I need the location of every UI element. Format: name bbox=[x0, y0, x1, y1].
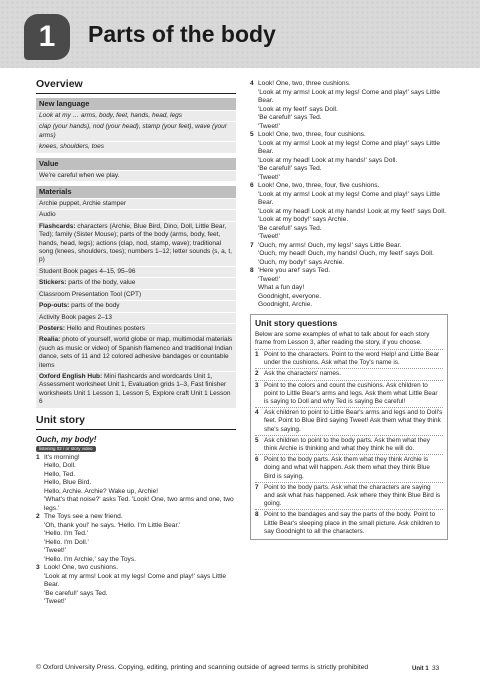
verse-line: 'Look at my arms! Look at my legs! Come and play!' says Little Bear. bbox=[258, 190, 441, 206]
verse-line: It's morning! bbox=[44, 453, 80, 461]
unit-number-badge: 1 bbox=[24, 14, 70, 60]
materials-row-label: Oxford English Hub: bbox=[39, 372, 103, 380]
materials-list bbox=[36, 198, 236, 408]
verse-line: 'Ouch, my head! Ouch, my hands! Ouch, my feet!' says Doll. bbox=[258, 250, 434, 257]
new-language-row: knees, shoulders, toes bbox=[36, 141, 236, 152]
verse-line: 'Tweet!' bbox=[44, 547, 66, 555]
question-number: 5 bbox=[255, 436, 259, 444]
new-language-box bbox=[36, 98, 236, 153]
materials-row-text: Classroom Presentation Tool (CPT) bbox=[39, 290, 142, 298]
materials-row bbox=[36, 221, 236, 266]
verse-line: 'Be careful!' says Ted. bbox=[258, 165, 322, 172]
footer-unit-label: Unit 1 bbox=[412, 666, 429, 672]
materials-box bbox=[36, 186, 236, 408]
story-verses-left bbox=[36, 454, 236, 607]
materials-row-text: photo of yourself, world globe or map, multimodal materials (such as music or video) of Spanish flamenco and traditional Indian dance, sets of 11 and 12 colored adhesive bandages or countable items bbox=[39, 336, 233, 369]
verse-number: 7 bbox=[250, 241, 254, 249]
materials-row-text: Archie puppet, Archie stamper bbox=[39, 200, 127, 208]
verse-number: 5 bbox=[250, 131, 254, 138]
question-number: 2 bbox=[255, 370, 259, 378]
materials-row-text: Hello and Routines posters bbox=[65, 324, 145, 332]
verse-line: 'Be careful!' says Ted. bbox=[258, 224, 322, 232]
new-language-row: Look at my … arms, body, feet, hands, head, legs bbox=[36, 110, 236, 121]
question-text: Point to the bandages and say the parts of the body. Point to Little Bear's sleeping place in the small picture. Ask children to say Goodnight to all the characters. bbox=[264, 511, 440, 535]
verse-line: Hello, Ted. bbox=[44, 470, 76, 478]
question-number: 7 bbox=[255, 483, 259, 491]
new-language-row: clap (your hands), nod (your head), stamp (your feet), wave (your arms) bbox=[36, 121, 236, 141]
materials-row-text: Mini flashcards and wordcards Unit 1, Assessment worksheet Unit 1, Evaluation grids 1–3, Fast finisher worksheets Unit 1 Lesson 1, Lesson 5, Explore craft Unit 1 Lesson 6 bbox=[39, 372, 231, 406]
verse-line: The Toys see a new friend. bbox=[44, 513, 123, 521]
verse-line: 'Look at my body!' says Archie. bbox=[258, 216, 349, 223]
materials-row bbox=[36, 300, 236, 311]
story-verse bbox=[36, 564, 236, 607]
verse-line: 'Tweet!' bbox=[258, 233, 280, 240]
page-header bbox=[0, 0, 480, 68]
questions-list bbox=[255, 349, 443, 536]
materials-row-text: parts of the body bbox=[69, 302, 120, 310]
story-title: Ouch, my body! bbox=[36, 434, 97, 444]
materials-row-text: characters (Archie, Blue Bird, Dino, Doll, Little Bear, Ted); family (Sister Mouse); parts of the body (arms, body, feet, hands, head, legs); actions (clap, nod, stamp, wave); traditional song (knees, shoulders, toes); numbers 1–12; letter sounds (s, a, t, p) bbox=[39, 222, 232, 264]
value-box bbox=[36, 158, 236, 181]
question-item bbox=[255, 349, 443, 367]
materials-row-label: Pop-outs: bbox=[39, 302, 70, 310]
verse-line: 'Be careful!' says Ted. bbox=[44, 589, 108, 597]
verse-line: 'Look at my arms! Look at my legs! Come and play!' says Little Bear. bbox=[44, 572, 227, 589]
materials-row-text: Activity Book pages 2–13 bbox=[39, 313, 112, 321]
materials-row-label: Stickers: bbox=[39, 279, 67, 287]
verse-line: Hello, Archie. Archie? Wake up, Archie! bbox=[44, 487, 159, 495]
question-text: Ask children to point to Little Bear's arms and legs and to Doll's feet. Point to Blue Bird saying Tweet! Ask them what they think she's saying. bbox=[264, 409, 443, 433]
verse-line: 'Ouch, my body!' says Archie. bbox=[258, 258, 345, 266]
materials-row bbox=[36, 289, 236, 300]
verse-line: 'Hello. I'm Ted.' bbox=[44, 530, 88, 538]
materials-row bbox=[36, 209, 236, 220]
question-number: 6 bbox=[255, 456, 259, 464]
story-verse bbox=[250, 267, 448, 310]
question-text: Ask the characters' names. bbox=[264, 370, 341, 378]
question-item bbox=[255, 454, 443, 481]
question-item bbox=[255, 380, 443, 407]
verse-number: 8 bbox=[250, 267, 254, 274]
question-number: 1 bbox=[255, 350, 259, 358]
verse-line: Look! One, two, three cushions. bbox=[258, 80, 351, 87]
verse-line: 'Look at my arms! Look at my legs! Come and play!' says Little Bear. bbox=[258, 88, 441, 104]
materials-row bbox=[36, 334, 236, 371]
materials-row bbox=[36, 323, 236, 334]
materials-row bbox=[36, 371, 236, 408]
story-verses-right bbox=[250, 80, 448, 310]
verse-line: Hello, Doll. bbox=[44, 462, 76, 470]
verse-line: 'Here you are!' says Ted. bbox=[258, 267, 331, 274]
question-item bbox=[255, 509, 443, 536]
question-item bbox=[255, 435, 443, 453]
materials-row bbox=[36, 312, 236, 323]
question-number: 4 bbox=[255, 409, 259, 417]
materials-row-text: Audio bbox=[39, 211, 56, 219]
verse-line: 'Hello. I'm Doll.' bbox=[44, 538, 89, 546]
materials-row-text: Student Book pages 4–15, 95–96 bbox=[39, 267, 136, 275]
story-verse bbox=[36, 454, 236, 514]
question-item bbox=[255, 407, 443, 434]
verse-number: 6 bbox=[250, 182, 254, 189]
verse-line: 'Look at my arms! Look at my legs! Come and play!' says Little Bear. bbox=[258, 139, 441, 155]
verse-number: 4 bbox=[250, 80, 254, 87]
questions-heading: Unit story questions bbox=[255, 317, 338, 328]
verse-number: 1 bbox=[36, 453, 40, 461]
question-text: Point to the characters. Point to the word Help! and Little Bear under the cushions. Ask what the Toy's name is. bbox=[264, 350, 440, 367]
verse-line: 'Look at my head! Look at my hands!' says Doll. bbox=[258, 156, 398, 164]
verse-line: 'Tweet!' bbox=[258, 275, 280, 283]
verse-line: 'Hello. I'm Archie,' say the Toys. bbox=[44, 555, 136, 563]
verse-line: Look! One, two cushions. bbox=[44, 564, 119, 572]
verse-line: 'Oh, thank you!' he says. 'Hello. I'm Little Bear.' bbox=[44, 521, 181, 529]
verse-line: Look! One, two, three, four cushions. bbox=[258, 131, 366, 138]
right-column bbox=[250, 80, 448, 540]
story-questions-box bbox=[250, 314, 448, 540]
page-title: Parts of the body bbox=[88, 21, 276, 47]
materials-row-label: Posters: bbox=[39, 324, 66, 332]
story-verse bbox=[250, 131, 448, 182]
story-verse bbox=[250, 80, 448, 131]
question-text: Point to the body parts. Ask them what they think Archie is doing and what will happen. Ask them what they think Blue Bird is saying. bbox=[264, 456, 430, 480]
story-verse bbox=[36, 513, 236, 564]
verse-line: Goodnight, everyone. bbox=[258, 292, 322, 300]
verse-line: 'Be careful!' says Ted. bbox=[258, 114, 322, 121]
materials-row-label: Flashcards: bbox=[39, 222, 76, 230]
page-number: 33 bbox=[432, 665, 440, 672]
materials-row bbox=[36, 198, 236, 209]
question-item bbox=[255, 368, 443, 378]
questions-intro: Below are some examples of what to talk about for each story frame from Lesson 3, after reading the story, if you choose. bbox=[255, 330, 430, 346]
question-number: 3 bbox=[255, 381, 259, 389]
verse-number: 3 bbox=[36, 564, 40, 572]
verse-line: 'Look at my feet!' says Doll. bbox=[258, 105, 338, 113]
verse-line: Goodnight, Archie. bbox=[258, 301, 313, 308]
new-language-head: New language bbox=[36, 98, 236, 110]
verse-line: What a fun day! bbox=[258, 284, 305, 291]
question-text: Point to the colors and count the cushions. Ask children to point to Little Bear's arms and legs. Ask them what Little Bear is saying to Doll and why Ted is saying Be careful! bbox=[264, 381, 438, 405]
unit-story-heading: Unit story bbox=[36, 414, 236, 430]
materials-row bbox=[36, 266, 236, 277]
materials-row bbox=[36, 277, 236, 288]
materials-row-label: Realia: bbox=[39, 336, 61, 344]
verse-line: 'Look at my head! Look at my hands! Look at my feet!' says Doll. bbox=[258, 207, 446, 215]
left-column bbox=[36, 78, 236, 607]
question-number: 8 bbox=[255, 511, 259, 519]
materials-head: Materials bbox=[36, 186, 236, 198]
value-row: We're careful when we play. bbox=[36, 170, 236, 181]
verse-line: 'Tweet!' bbox=[258, 173, 280, 181]
materials-row-text: parts of the body, value bbox=[66, 279, 136, 287]
overview-heading: Overview bbox=[36, 78, 236, 94]
question-text: Point to the body parts. Ask what the characters are saying and ask what has happened. Ask where they think Blue Bird is going. bbox=[264, 483, 441, 508]
question-text: Ask children to point to the body parts. Ask them what they think Archie is thinking and what they think he will do. bbox=[264, 436, 430, 452]
verse-line: Hello, Blue Bird. bbox=[44, 479, 92, 487]
verse-line: 'Tweet!' bbox=[44, 598, 66, 606]
verse-line: 'Tweet!' bbox=[258, 122, 280, 130]
verse-number: 2 bbox=[36, 513, 40, 521]
value-head: Value bbox=[36, 158, 236, 170]
story-verse bbox=[250, 182, 448, 242]
verse-line: Look! One, two, three, four, five cushions. bbox=[258, 182, 380, 189]
audio-tag: listening 02 / or story video bbox=[36, 446, 96, 452]
verse-line: 'Ouch, my arms! Ouch, my legs!' says Little Bear. bbox=[258, 241, 402, 249]
question-item bbox=[255, 482, 443, 509]
verse-line: 'What's that noise?' asks Ted. 'Look! One, two arms and one, two legs.' bbox=[44, 496, 234, 512]
story-verse bbox=[250, 242, 448, 268]
copyright-footer: © Oxford University Press. Copying, editing, printing and scanning outside of agreed terms is strictly prohibited bbox=[36, 664, 369, 671]
